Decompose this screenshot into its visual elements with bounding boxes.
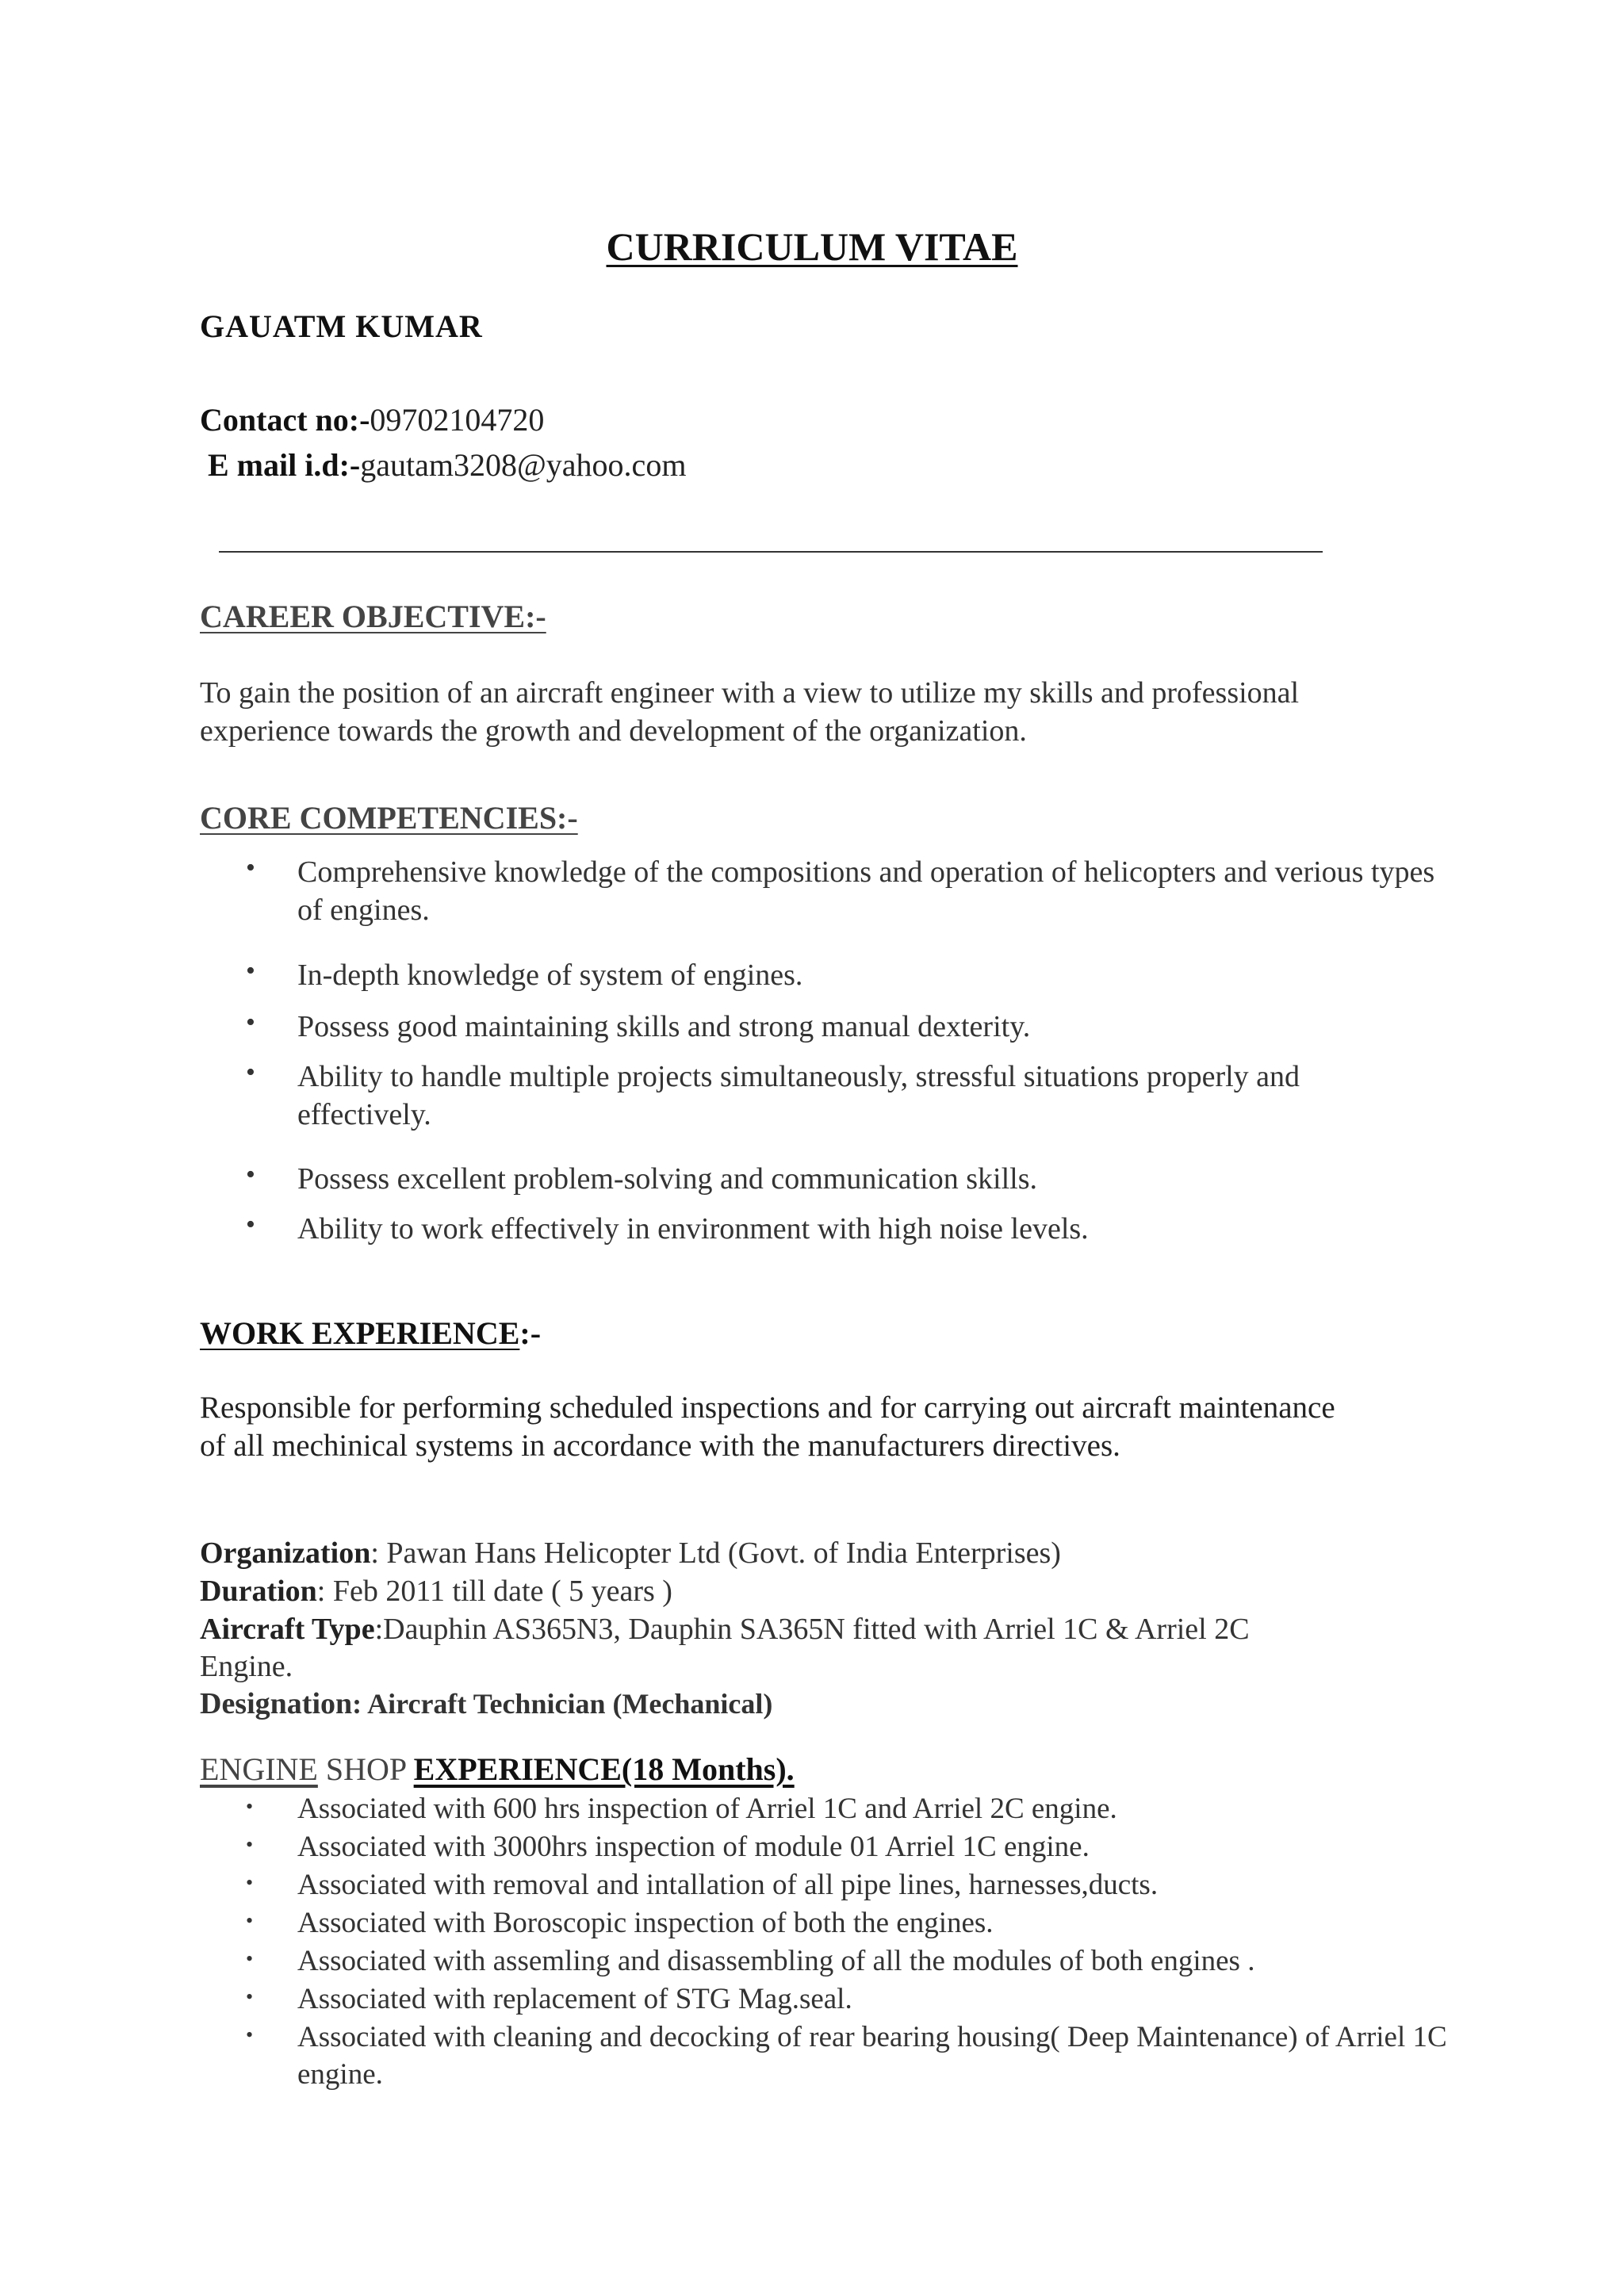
document-title: CURRICULUM VITAE — [606, 224, 1018, 269]
bullet-icon: • — [246, 1795, 254, 1818]
bullet-icon: • — [246, 2023, 254, 2046]
duration-label: Duration — [200, 1575, 317, 1608]
designation-label: Designation — [200, 1687, 353, 1720]
work-experience-line-2: of all mechinical systems in accordance with the manufacturers directives. — [200, 1429, 1120, 1463]
list-item-text: Associated with 3000hrs inspection of module 01 Arriel 1C engine. — [297, 1831, 1090, 1863]
list-item-text: Ability to work effectively in environment with high noise levels. — [297, 1212, 1089, 1246]
organization-value: : Pawan Hans Helicopter Ltd (Govt. of India Enterprises) — [370, 1536, 1061, 1570]
contact-phone-value: 09702104720 — [370, 402, 545, 438]
list-item-text: Possess excellent problem-solving and communication skills. — [297, 1162, 1037, 1196]
aircraft-type-row — [200, 1610, 1250, 1648]
contact-email-label: E mail i.d:- — [208, 447, 361, 483]
career-objective-heading: CAREER OBJECTIVE:- — [200, 599, 546, 634]
career-objective-line-1: To gain the position of an aircraft engineer with a view to utilize my skills and professional — [200, 676, 1300, 710]
bullet-icon: • — [246, 1985, 254, 2008]
bullet-icon: • — [246, 853, 255, 882]
bullet-icon: • — [246, 956, 255, 985]
candidate-name: GAUATM KUMAR — [200, 308, 483, 344]
organization-label: Organization — [200, 1536, 371, 1570]
organization-row — [200, 1534, 1061, 1572]
contact-phone — [200, 401, 544, 438]
list-item-text: Associated with replacement of STG Mag.seal. — [297, 1983, 852, 2015]
designation-value: : Aircraft Technician (Mechanical) — [352, 1688, 773, 1720]
list-item-text: Possess good maintaining skills and strong manual dexterity. — [297, 1010, 1031, 1043]
bullet-icon: • — [246, 1210, 255, 1239]
duration-row — [200, 1572, 672, 1610]
bullet-icon: • — [246, 1058, 255, 1087]
bullet-icon: • — [246, 1909, 254, 1932]
aircraft-type-continuation: Engine. — [200, 1650, 293, 1683]
core-competencies-heading: CORE COMPETENCIES:- — [200, 800, 578, 836]
designation-row — [200, 1685, 772, 1723]
list-item-text: In-depth knowledge of system of engines. — [297, 959, 803, 992]
bullet-icon: • — [246, 1871, 254, 1894]
bullet-icon: • — [246, 1008, 255, 1037]
contact-phone-label: Contact no:- — [200, 402, 370, 438]
duration-value: : Feb 2011 till date ( 5 years ) — [316, 1575, 672, 1608]
list-item-text: Associated with removal and intallation of all pipe lines, harnesses,ducts. — [297, 1869, 1159, 1901]
list-item-text: Ability to handle multiple projects simultaneously, stressful situations properly and effectively. — [297, 1060, 1300, 1131]
list-item-text: Associated with Boroscopic inspection of both the engines. — [297, 1907, 994, 1939]
career-objective-line-2: experience towards the growth and development of the organization. — [200, 714, 1027, 748]
contact-email — [208, 446, 686, 484]
bullet-icon: • — [246, 1833, 254, 1856]
list-item-text: Associated with 600 hrs inspection of Arriel 1C and Arriel 2C engine. — [297, 1793, 1117, 1825]
work-experience-heading: WORK EXPERIENCE:- — [200, 1315, 542, 1351]
bullet-icon: • — [246, 1947, 254, 1970]
list-item-text: Associated with assemling and disassembling of all the modules of both engines . — [297, 1945, 1255, 1977]
work-experience-line-1: Responsible for performing scheduled inspections and for carrying out aircraft maintenance — [200, 1391, 1335, 1425]
bullet-icon: • — [246, 1160, 255, 1189]
engine-shop-heading: ENGINE SHOP EXPERIENCE(18 Months). — [200, 1751, 795, 1787]
list-item-text: Associated with cleaning and decocking of rear bearing housing( Deep Maintenance) of Arriel 1C engine. — [297, 2021, 1447, 2091]
list-item-text: Comprehensive knowledge of the compositions and operation of helicopters and verious types of engines. — [297, 855, 1435, 927]
contact-email-value: gautam3208@yahoo.com — [360, 447, 687, 483]
aircraft-type-label: Aircraft Type — [200, 1613, 375, 1646]
header-divider — [219, 551, 1323, 553]
aircraft-type-value: :Dauphin AS365N3, Dauphin SA365N fitted with Arriel 1C & Arriel 2C — [374, 1613, 1250, 1646]
